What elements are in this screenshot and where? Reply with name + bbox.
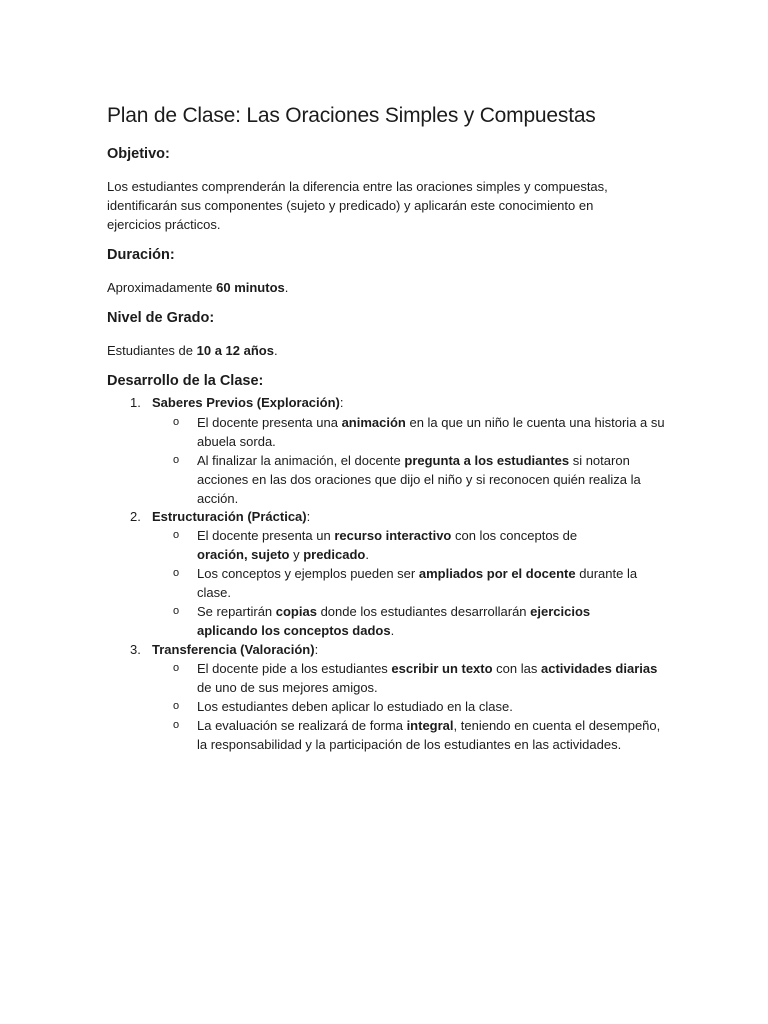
bold-text: predicado (303, 547, 366, 562)
list-item-text (197, 716, 667, 754)
list-item-text (197, 413, 667, 451)
text-run: , teniendo en cuenta el desempeño, la responsabilidad y la participación de los estudiantes en las actividades. (197, 718, 661, 752)
text-run: y (289, 547, 304, 562)
text-run: de uno de sus mejores amigos. (197, 680, 378, 695)
bold-text: copias (275, 604, 317, 619)
bullet-icon: o (173, 567, 180, 579)
text-run: El docente presenta una (197, 415, 342, 430)
text-run: Se repartirán (197, 604, 276, 619)
bold-text: oración, sujeto (197, 547, 290, 562)
grade-suffix: . (273, 343, 278, 358)
list-item-text (197, 451, 667, 508)
text-run: con las (492, 661, 541, 676)
list-item-text (197, 697, 667, 716)
bullet-icon: o (173, 454, 180, 466)
section-label: Estructuración (Práctica) (152, 509, 307, 524)
objective-text: Los estudiantes comprenderán la diferencia entre las oraciones simples y compuestas, identificarán sus componentes (sujeto y predicado) y aplicarán este conocimiento en ejercicios prácticos. (107, 179, 608, 232)
list-item-text (197, 602, 617, 640)
duration-text (107, 278, 647, 297)
list-item-text (197, 564, 667, 602)
section-label: Saberes Previos (Exploración) (152, 395, 340, 410)
duration-heading: Duración: (107, 247, 175, 263)
text-run: si notaron acciones en las dos oraciones que dijo el niño y si reconocen quién realiza la acción. (197, 453, 641, 506)
bullet-icon: o (173, 529, 180, 541)
section-number: 3. (130, 642, 141, 657)
section-3 (130, 640, 318, 659)
section-1 (130, 393, 343, 412)
text-run: durante la clase. (197, 566, 638, 600)
text-run: La evaluación se realizará de forma (197, 718, 407, 733)
bold-text: escribir un texto (391, 661, 493, 676)
bold-text: animación (341, 415, 406, 430)
objective-heading: Objetivo: (107, 146, 170, 162)
duration-suffix: . (284, 280, 289, 295)
section-label: Transferencia (Valoración) (152, 642, 315, 657)
bold-text: recurso interactivo (334, 528, 452, 543)
development-heading: Desarrollo de la Clase: (107, 373, 264, 389)
bullet-icon: o (173, 605, 180, 617)
grade-heading: Nivel de Grado: (107, 310, 215, 326)
grade-value: 10 a 12 años (196, 343, 274, 358)
text-run: Al finalizar la animación, el docente (197, 453, 405, 468)
bullet-icon: o (173, 700, 180, 712)
section-colon: : (339, 395, 344, 410)
bullet-icon: o (173, 719, 180, 731)
bullet-icon: o (173, 416, 180, 428)
duration-value: 60 minutos (216, 280, 285, 295)
text-run: en la que un niño le cuenta una historia a su abuela sorda. (197, 415, 665, 449)
bold-text: integral (406, 718, 454, 733)
text-run: donde los estudiantes desarrollarán (316, 604, 531, 619)
text-run: Los estudiantes deben aplicar lo estudiado en la clase. (197, 699, 513, 714)
list-item-text (197, 526, 587, 564)
bullet-icon: o (173, 662, 180, 674)
list-item-text (197, 659, 667, 697)
bold-text: ampliados por el docente (418, 566, 576, 581)
text-run: con los conceptos de (451, 528, 578, 543)
section-number: 1. (130, 395, 141, 410)
section-colon: : (306, 509, 311, 524)
section-2 (130, 507, 310, 526)
page-title: Plan de Clase: Las Oraciones Simples y Compuestas (107, 104, 596, 127)
bold-text: actividades diarias (540, 661, 658, 676)
text-run: El docente pide a los estudiantes (197, 661, 392, 676)
duration-prefix: Aproximadamente (107, 280, 217, 295)
section-number: 2. (130, 509, 141, 524)
section-colon: : (314, 642, 319, 657)
grade-text (107, 341, 647, 360)
bold-text: ejercicios aplicando los conceptos dados (197, 604, 591, 638)
text-run: Los conceptos y ejemplos pueden ser (197, 566, 419, 581)
text-run: . (390, 623, 395, 638)
text-run: El docente presenta un (197, 528, 335, 543)
grade-prefix: Estudiantes de (107, 343, 197, 358)
text-run: . (365, 547, 369, 562)
bold-text: pregunta a los estudiantes (404, 453, 570, 468)
